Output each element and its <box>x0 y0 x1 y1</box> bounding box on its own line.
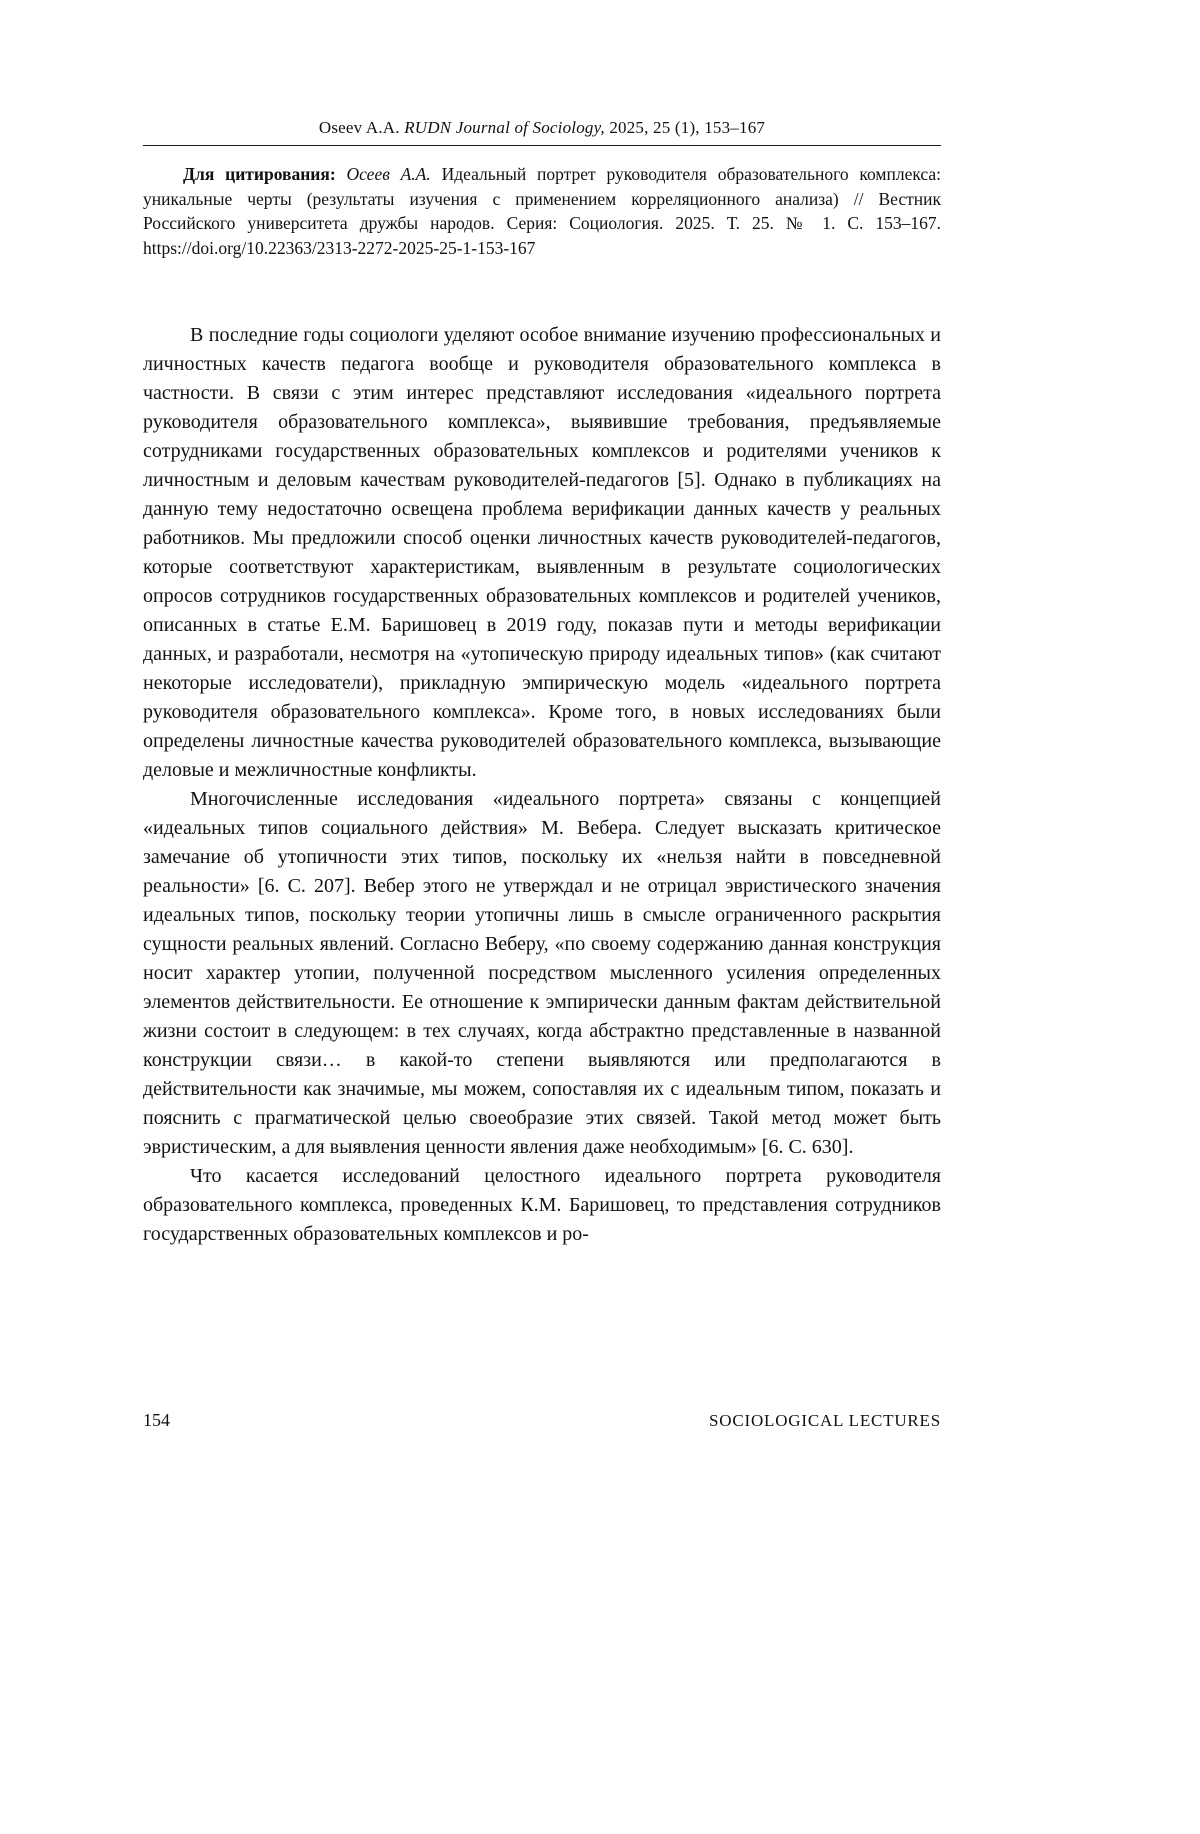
footer-section-title: SOCIOLOGICAL LECTURES <box>709 1411 941 1430</box>
page-footer <box>143 1410 941 1431</box>
article-body <box>143 321 941 1249</box>
running-head-issue: 2025, 25 (1), 153–167 <box>609 118 766 137</box>
body-paragraph: В последние годы социологи уделяют особое внимание изучению профессиональных и личностных качеств педагога вообще и руководителя образовательного комплекса в частности. В связи с этим интерес представляют исследования «идеального портрета руководителя образовательного комплекса», выявившие требования, предъявляемые сотрудниками государственных образовательных комплексов и родителями учеников к личностным и деловым качествам руководителей-педагогов [5]. Однако в публикациях на данную тему недостаточно освещена проблема верификации данных качеств у реальных работников. Мы предложили способ оценки личностных качеств руководителей-педагогов, которые соответствуют характеристикам, выявленным в результате социологических опросов сотрудников государственных образовательных комплексов и родителей учеников, описанных в статье Е.М. Баришовец в 2019 году, показав пути и методы верификации данных, и разработали, несмотря на «утопическую природу идеальных типов» (как считают некоторые исследователи), прикладную эмпирическую модель «идеального портрета руководителя образовательного комплекса». Кроме того, в новых исследованиях были определены личностные качества руководителей образовательного комплекса, вызывающие деловые и межличностные конфликты. <box>143 324 941 781</box>
citation-label: Для цитирования: <box>183 164 336 184</box>
running-head-journal-title: RUDN Journal of Sociology, <box>404 118 605 137</box>
running-head <box>143 118 941 138</box>
citation-author: Осеев А.А. <box>346 164 431 184</box>
citation-text: Идеальный портрет руководителя образовательного комплекса: уникальные черты (результаты изучения с применением корреляционного анализа) // Вестник Российского университета дружбы народов. Серия: Социология. 2025. Т. 25. № 1. С. 153–167. https://doi.org/10.22363/2313-2272-2025-25-1-153-167 <box>143 164 942 258</box>
body-paragraph: Что касается исследований целостного идеального портрета руководителя образовательного комплекса, проведенных К.М. Баришовец, то представления сотрудников государственных образовательных комплексов и ро- <box>143 1165 941 1245</box>
page-number: 154 <box>143 1410 170 1430</box>
header-rule <box>143 145 941 146</box>
body-paragraph: Многочисленные исследования «идеального портрета» связаны с концепцией «идеальных типов социального действия» М. Вебера. Следует высказать критическое замечание об утопичности этих типов, поскольку их «нельзя найти в повседневной реальности» [6. С. 207]. Вебер этого не утверждал и не отрицал эвристического значения идеальных типов, поскольку теории утопичны лишь в смысле ограниченного раскрытия сущности реальных явлений. Согласно Веберу, «по своему содержанию данная конструкция носит характер утопии, полученной посредством мысленного усиления определенных элементов действительности. Ее отношение к эмпирически данным фактам действительной жизни состоит в следующем: в тех случаях, когда абстрактно представленные в названной конструкции связи… в какой-то степени выявляются или предполагаются в действительности как значимые, мы можем, сопоставляя их с идеальным типом, показать и пояснить с прагматической целью своеобразие этих связей. Такой метод может быть эвристическим, а для выявления ценности явления даже необходимым» [6. С. 630]. <box>143 788 941 1158</box>
citation-block <box>143 162 941 260</box>
running-head-author: Oseev A.A. <box>318 118 400 137</box>
